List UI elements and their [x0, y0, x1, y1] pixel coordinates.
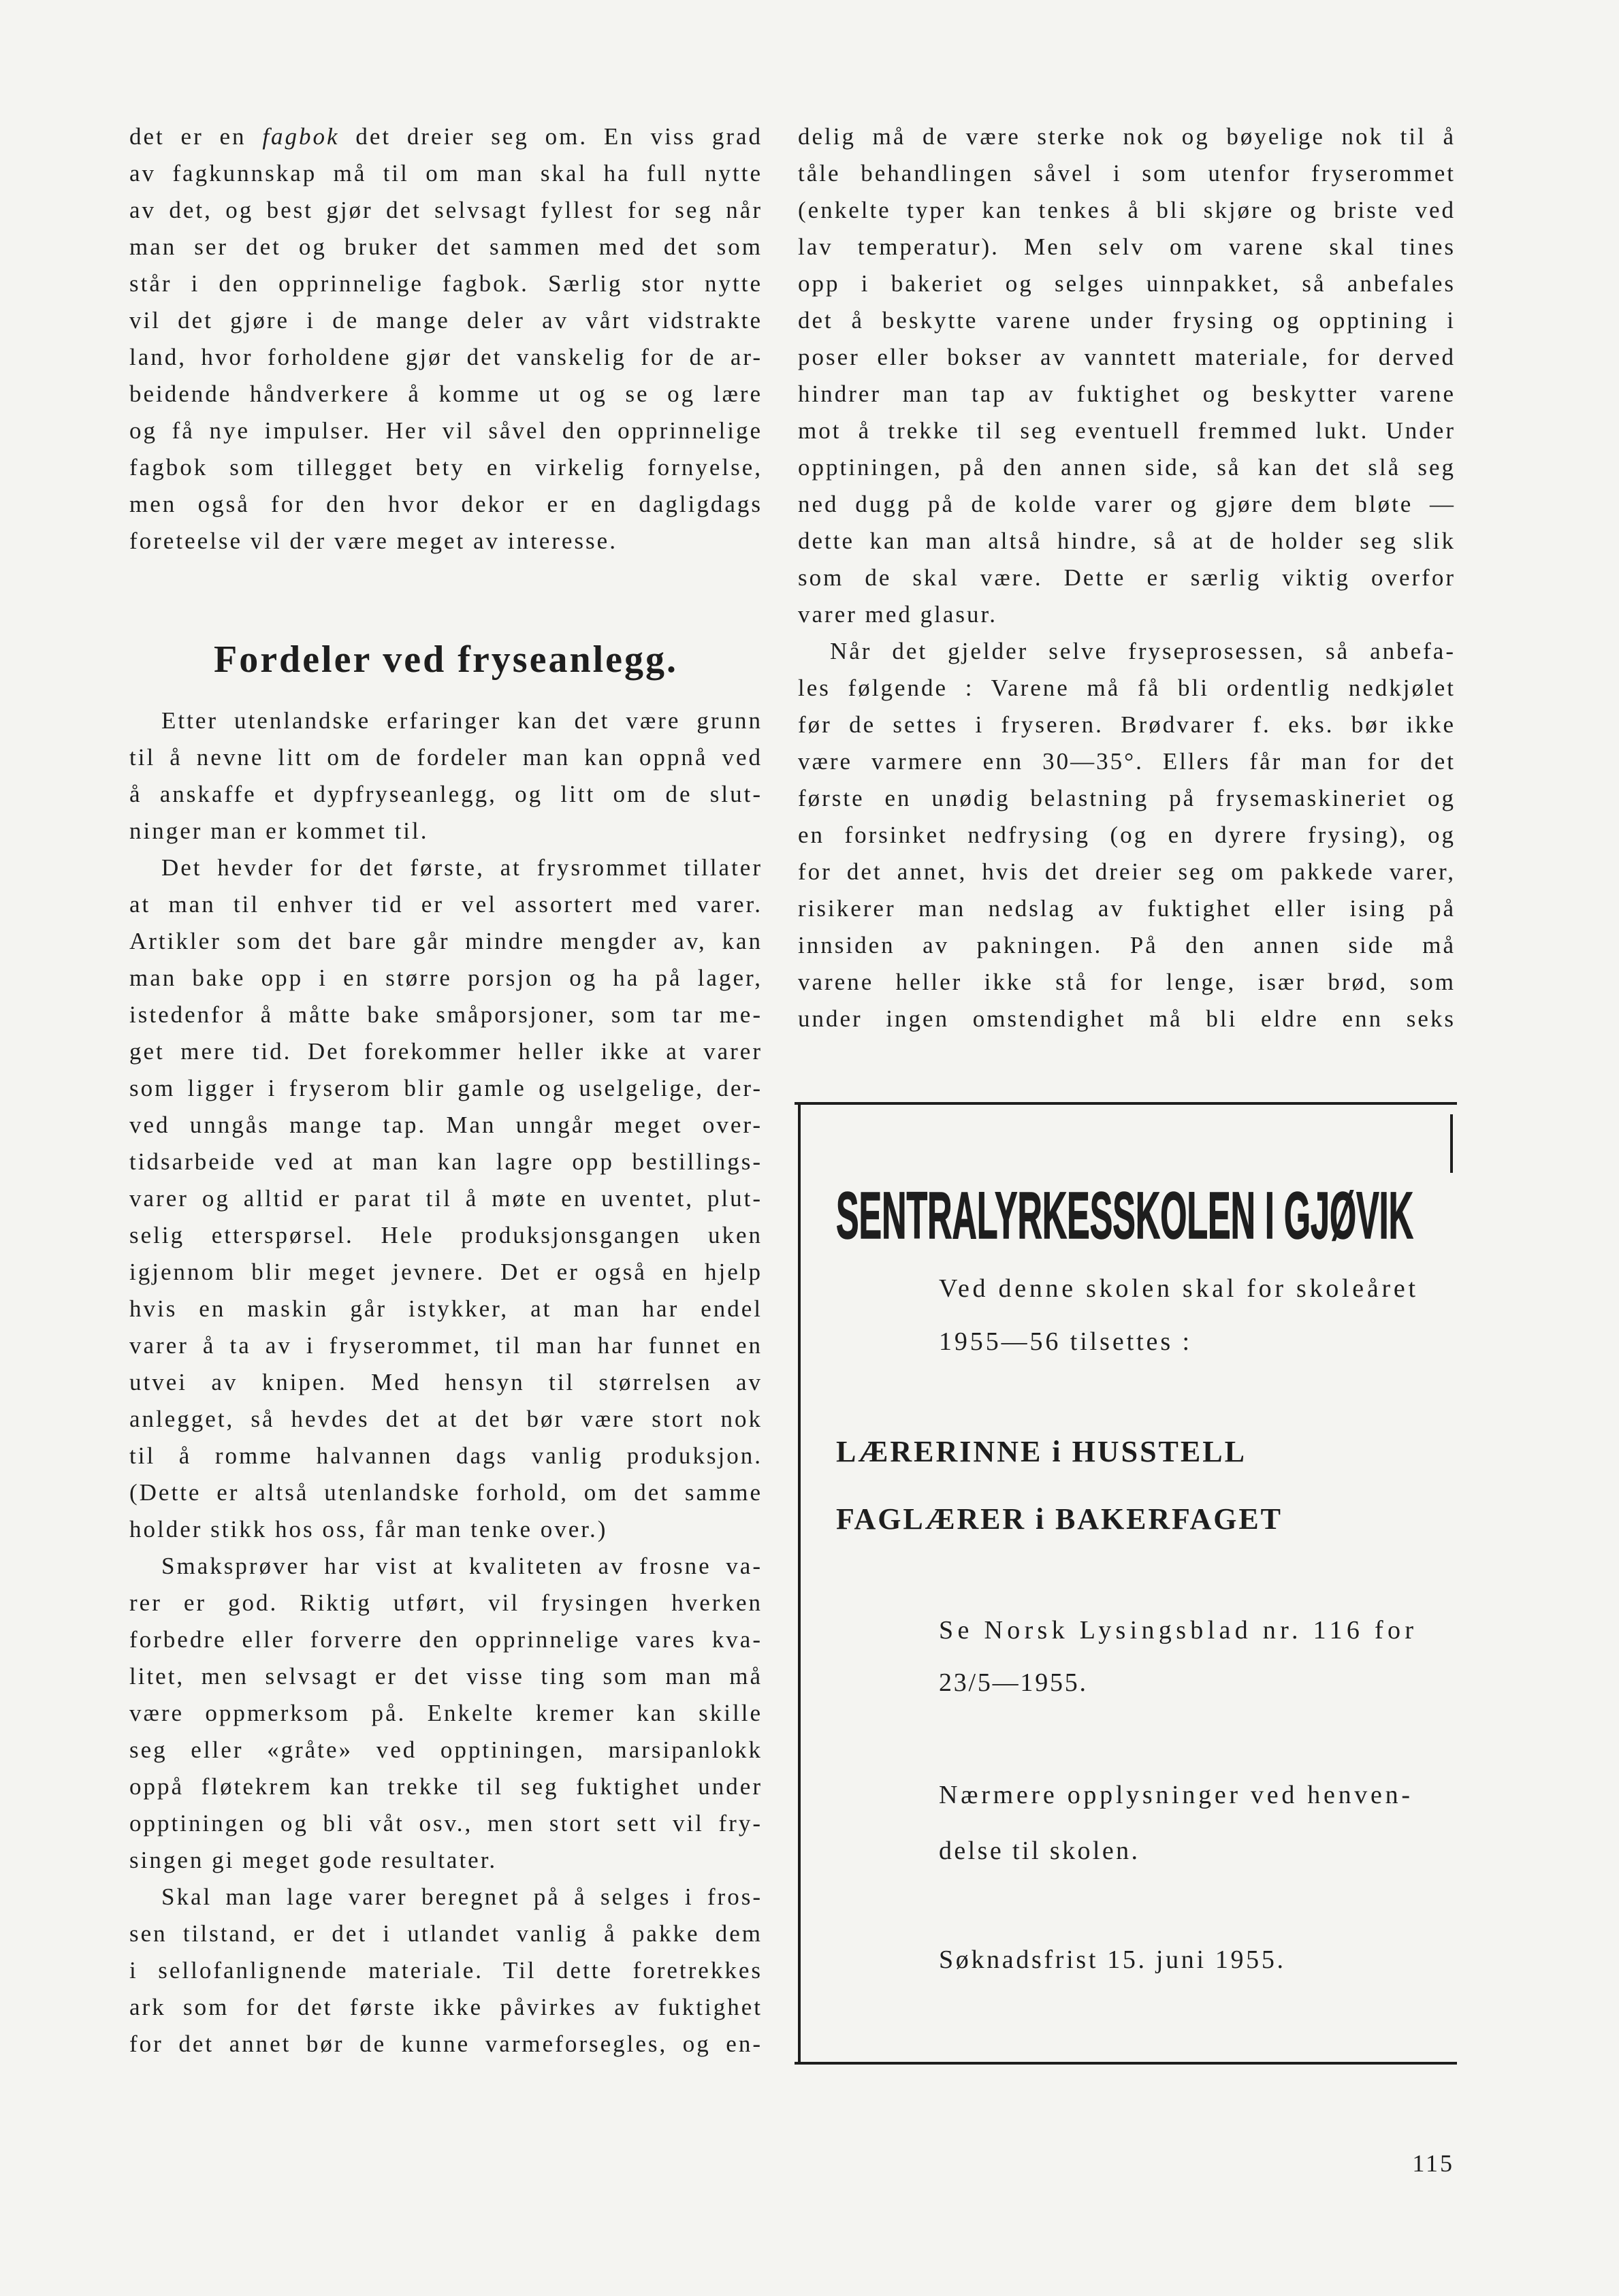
italic-word: fagbok	[262, 123, 340, 150]
text-line: singen gi meget gode resultater.	[129, 1847, 498, 1873]
text-line: fagbok som tillegget bety en virkelig fornyelse,	[129, 454, 763, 481]
text-line: oppå fløtekrem kan trekke til seg fuktighet under	[129, 1773, 763, 1800]
text-line: les følgende : Varene må få bli ordentlig nedkjølet	[798, 675, 1456, 701]
text-line: står i den opprinnelige fagbok. Særlig stor nytte	[129, 270, 763, 297]
text-line: ninger man er kommet til.	[129, 818, 429, 844]
text-line: ved unngås mange tap. Man unngår meget over-	[129, 1112, 763, 1138]
text-line: rer er god. Riktig utført, vil frysingen hverken	[129, 1589, 763, 1616]
text-line: Når det gjelder selve fryseprosessen, så anbefa-	[830, 638, 1456, 664]
paragraph	[129, 1879, 763, 2063]
text-line: vil det gjøre i de mange deler av vårt vidstrakte	[129, 307, 763, 334]
text-line: Artikler som det bare går mindre mengder av, kan	[129, 928, 763, 954]
text-line: som de skal være. Dette er særlig viktig overfor	[798, 564, 1456, 591]
paragraph	[798, 633, 1456, 1037]
paragraph	[129, 850, 763, 1548]
paragraph	[129, 1548, 763, 1879]
ad-deadline: Søknadsfrist 15. juni 1955.	[939, 1945, 1283, 1974]
section-heading: Fordeler ved fryseanlegg.	[213, 638, 679, 681]
text-line: seg eller «gråte» ved opptiningen, marsipanlokk	[129, 1736, 763, 1763]
text-line: foreteelse vil der være meget av interesse.	[129, 528, 618, 554]
right-column	[798, 118, 1456, 1037]
ad-reference-line: 23/5—1955.	[939, 1668, 1086, 1697]
text-line: holder stikk hos oss, får man tenke over.)	[129, 1516, 608, 1542]
ad-reference-line: Se Norsk Lysingsblad nr. 116 for	[939, 1616, 1413, 1645]
text-line: av det, og best gjør det selvsagt fyllest for seg når	[129, 197, 763, 223]
text-line: å anskaffe et dypfryseanlegg, og litt om de slut-	[129, 781, 763, 807]
paragraph	[129, 118, 763, 560]
text-line: for det annet, hvis det dreier seg om pakkede varer,	[798, 858, 1456, 885]
text-segment: det dreier seg om. En viss grad	[339, 123, 763, 150]
paragraph	[798, 118, 1456, 633]
text-line: for det annet bør de kunne varmeforsegles, og en-	[129, 2031, 763, 2057]
text-line: hindrer man tap av fuktighet og beskytter varene	[798, 381, 1456, 407]
text-line: en forsinket nedfrysing (og en dyrere frysing), og	[798, 822, 1456, 848]
section-body-continued	[798, 118, 1456, 1037]
text-line: under ingen omstendighet må bli eldre enn seks	[798, 1005, 1456, 1032]
advertisement-box	[790, 1096, 1464, 2076]
text-line: poser eller bokser av vanntett materiale, for derved	[798, 344, 1456, 370]
text-line: varer med glasur.	[798, 601, 997, 628]
text-line: at man til enhver tid er vel assortert med varer.	[129, 891, 763, 918]
text-line: istedenfor å måtte bake småporsjoner, som tar me-	[129, 1001, 763, 1028]
ad-info-line: delse til skolen.	[939, 1837, 1138, 1865]
text-line: tåle behandlingen såvel i som utenfor fryserommet	[798, 160, 1456, 187]
text-line: varer og alltid er parat til å møte en uventet, plut-	[129, 1185, 763, 1212]
text-line: hvis en maskin går istykker, at man har endel	[129, 1295, 763, 1322]
text-line: selig etterspørsel. Hele produksjonsgangen uken	[129, 1222, 763, 1248]
text-line: man bake opp i en større porsjon og ha på lager,	[129, 965, 763, 991]
text-segment: det er en	[129, 123, 263, 150]
text-line: tidsarbeide ved at man kan lagre opp bestillings-	[129, 1148, 763, 1175]
text-line: delig må de være sterke nok og bøyelige nok til å	[798, 123, 1456, 150]
ad-title: SENTRALYRKESSKOLEN I GJØVIK	[836, 1178, 1413, 1252]
text-line: av fagkunnskap må til om man skal ha full nytte	[129, 160, 763, 187]
text-line: mot å trekke til seg eventuell fremmed lukt. Under	[798, 417, 1456, 444]
text-line: forbedre eller forverre den opprinnelige vares kva-	[129, 1626, 763, 1653]
ad-info-line: Nærmere opplysninger ved henven-	[939, 1781, 1410, 1809]
text-line: utvei av knipen. Med hensyn til størrelsen av	[129, 1369, 763, 1395]
text-line: ark som for det første ikke påvirkes av fuktighet	[129, 1994, 763, 2020]
text-line: get mere tid. Det forekommer heller ikke at varer	[129, 1038, 763, 1065]
text-line: ned dugg på de kolde varer og gjøre dem bløte —	[798, 491, 1456, 517]
text-line: i sellofanlignende materiale. Til dette foretrekkes	[129, 1957, 763, 1984]
text-line: litet, men selvsagt er det visse ting som man må	[129, 1663, 763, 1689]
text-line	[129, 118, 763, 155]
section-body	[129, 702, 763, 2063]
text-line: til å nevne litt om de fordeler man kan oppnå ved	[129, 744, 763, 771]
ad-intro-line: 1955—56 tilsettes :	[939, 1327, 1189, 1356]
text-line: opptiningen, på den annen side, så kan det slå seg	[798, 454, 1456, 481]
text-line: Etter utenlandske erfaringer kan det være grunn	[161, 707, 763, 734]
text-line: opp i bakeriet og selges uinnpakket, så anbefales	[798, 270, 1456, 297]
text-line: beidende håndverkere å komme ut og se og lære	[129, 381, 763, 407]
text-line: Det hevder for det første, at frysrommet tillater	[161, 854, 763, 881]
text-line: risikerer man nedslag av fuktighet eller ising på	[798, 895, 1456, 922]
text-line: (Dette er altså utenlandske forhold, om det samme	[129, 1479, 763, 1506]
text-line: Smaksprøver har vist at kvaliteten av frosne va-	[161, 1553, 763, 1579]
left-column	[129, 118, 763, 2063]
text-line: være oppmerksom på. Enkelte kremer kan skille	[129, 1700, 763, 1726]
ad-intro-line: Ved denne skolen skal for skoleåret	[939, 1274, 1415, 1303]
text-line: innsiden av pakningen. På den annen side må	[798, 932, 1456, 958]
paragraph	[129, 702, 763, 850]
text-line: land, hvor forholdene gjør det vanskelig for de ar-	[129, 344, 763, 370]
text-line: man ser det og bruker det sammen med det som	[129, 233, 763, 260]
text-line: Skal man lage varer beregnet på å selges i fros-	[161, 1883, 763, 1910]
ad-position: FAGLÆRER i BAKERFAGET	[836, 1502, 1281, 1536]
continued-text	[129, 118, 763, 560]
text-line: anlegget, så hevdes det at det bør være stort nok	[129, 1406, 763, 1432]
text-line: som ligger i fryserom blir gamle og uselgelige, der-	[129, 1075, 763, 1101]
page-number: 115	[1412, 2150, 1454, 2177]
text-line: dette kan man altså hindre, så at de holder seg slik	[798, 528, 1456, 554]
text-line: varene heller ikke stå for lenge, især brød, som	[798, 969, 1456, 995]
text-line: igjennom blir meget jevnere. Det er også en hjelp	[129, 1259, 763, 1285]
text-line: og få nye impulser. Her vil såvel den opprinnelige	[129, 417, 763, 444]
text-line: men også for den hvor dekor er en dagligdags	[129, 491, 763, 517]
text-line: være varmere enn 30—35°. Ellers får man for det	[798, 748, 1456, 775]
text-line: (enkelte typer kan tenkes å bli skjøre og briste ved	[798, 197, 1456, 223]
text-line: før de settes i fryseren. Brødvarer f. eks. bør ikke	[798, 711, 1456, 738]
text-line: det å beskytte varene under frysing og opptining i	[798, 307, 1456, 334]
text-line: opptiningen og bli våt osv., men stort sett vil fry-	[129, 1810, 763, 1837]
text-line: varer å ta av i fryserommet, til man har funnet en	[129, 1332, 763, 1359]
text-line: lav temperatur). Men selv om varene skal tines	[798, 233, 1456, 260]
text-line: første en unødig belastning på frysemaskineriet og	[798, 785, 1456, 811]
text-line: sen tilstand, er det i utlandet vanlig å pakke dem	[129, 1920, 763, 1947]
ad-position: LÆRERINNE i HUSSTELL	[836, 1435, 1245, 1468]
text-line: til å romme halvannen dags vanlig produksjon.	[129, 1442, 763, 1469]
